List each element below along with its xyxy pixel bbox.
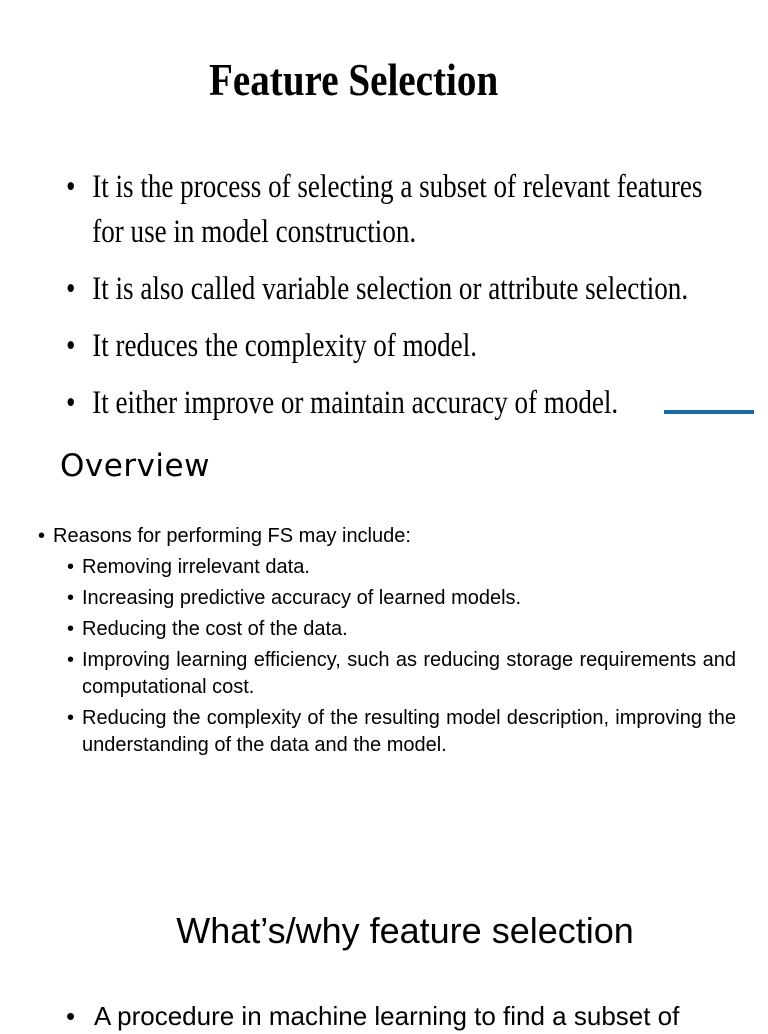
list-item [66,165,702,255]
list-item-text: Reducing the cost of the data. [82,618,348,640]
slide-title: Feature Selection [209,54,499,105]
sub-list-item [67,585,736,612]
bullet-icon: • [66,169,76,205]
list-item [66,267,702,312]
list-item [38,523,736,550]
overview-heading: Overview [60,448,210,484]
sub-list-item [67,705,736,759]
bullet-icon: • [67,587,75,609]
list-item-text: It reduces the complexity of model. [92,328,477,364]
slide-feature-selection [0,0,768,430]
list-item-text: for use in model construction. [92,214,417,250]
list-item-text: Improving learning efficiency, such as reducing storage requirements and computational cost. [82,649,736,698]
sub-list-item [67,554,736,581]
sub-list-item [67,647,736,701]
list-item-text: It is also called variable selection or attribute selection. [92,271,689,307]
whats-why-list [66,998,679,1034]
list-item-text: A procedure in machine learning to find a subset of [94,1001,680,1031]
bullet-icon: • [67,618,75,640]
accent-line [664,410,754,414]
bullet-icon: • [67,556,75,578]
bullet-icon: • [67,649,75,671]
sub-list-container [38,554,736,759]
list-item-text: Reasons for performing FS may include: [53,525,411,547]
bullet-icon: • [66,1001,76,1031]
whats-why-heading: What’s/why feature selection [176,910,634,951]
bullet-icon: • [67,707,75,729]
list-item-text: It is the process of selecting a subset of relevant features [92,169,703,205]
sub-list [38,554,736,759]
bullet-icon: • [66,385,76,421]
bullet-icon: • [38,525,46,547]
bullet-icon: • [66,271,76,307]
list-item [66,381,702,426]
list-item-text: Increasing predictive accuracy of learned models. [82,587,522,609]
list-item-text: It either improve or maintain accuracy of model. [92,385,619,421]
list-item-text: Reducing the complexity of the resulting model description, improving the understanding of the data and the model. [82,707,736,756]
list-item-text: Removing irrelevant data. [82,556,310,578]
overview-list [38,523,736,763]
sub-list-item [67,616,736,643]
list-item [66,324,702,369]
bullet-list [66,165,768,438]
list-item [66,998,679,1034]
bullet-icon: • [66,328,76,364]
